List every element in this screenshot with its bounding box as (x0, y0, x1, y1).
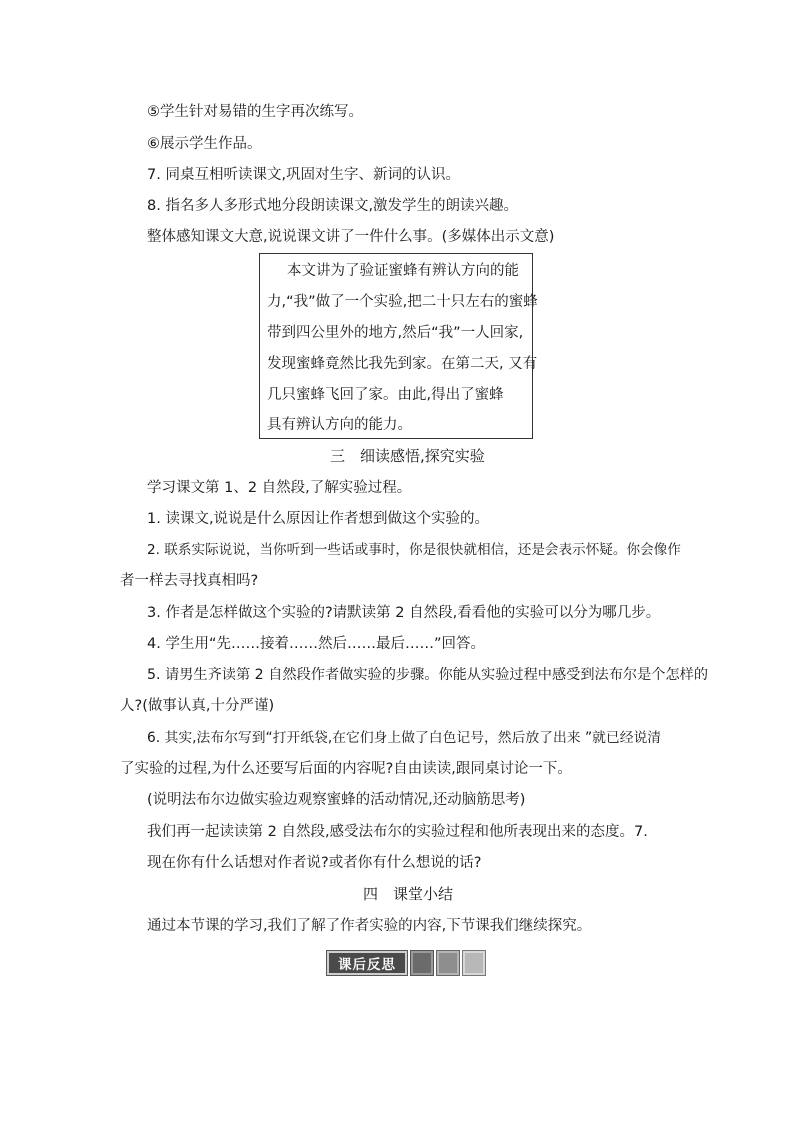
box-line: 几只蜜蜂飞回了家。由此,得出了蜜蜂 (267, 387, 504, 403)
text-line: 7. 同桌互相听读课文,巩固对生字、新词的认识。 (147, 167, 461, 183)
text-line: 我们再一起读读第 2 自然段,感受法布尔的实验过程和他所表现出来的态度。7. (147, 824, 648, 840)
box-line: 带到四公里外的地方,然后“我”一人回家, (267, 325, 524, 341)
text-line: ⑤学生针对易错的生字再次练写。 (147, 104, 363, 120)
text-line: 6. 其实,法布尔写到“打开纸袋,在它们身上做了白色记号，然后放了出来 ”就已经说清 (147, 730, 662, 746)
box-line: 具有辨认方向的能力。 (267, 417, 412, 433)
banner-square (437, 951, 459, 975)
box-line: 本文讲为了验证蜜蜂有辨认方向的能 (287, 263, 519, 279)
text-line: 人?(做事认真,十分严谨) (120, 698, 275, 714)
text-line: 1. 读课文,说说是什么原因让作者想到做这个实验的。 (147, 511, 490, 527)
text-line: 4. 学生用“先……接着……然后……最后……”回答。 (147, 636, 485, 652)
text-line: 通过本节课的学习,我们了解了作者实验的内容,下节课我们继续探究。 (147, 918, 592, 934)
text-line: 2. 联系实际说说，当你听到一些话或事时，你是很快就相信，还是会表示怀疑。你会像作 (147, 542, 681, 558)
section-heading: 四 课堂小结 (363, 885, 454, 903)
section-heading: 三 细读感悟,探究实验 (330, 447, 485, 465)
summary-box (259, 253, 538, 439)
text-line: 整体感知课文大意,说说课文讲了一件什么事。(多媒体出示文意) (147, 229, 555, 245)
banner-label: 课后反思 (327, 951, 407, 975)
text-line: 了实验的过程,为什么还要写后面的内容呢?自由读读,跟同桌讨论一下。 (120, 761, 572, 777)
text-line: 3. 作者是怎样做这个实验的?请默读第 2 自然段,看看他的实验可以分为哪几步。 (147, 605, 661, 621)
banner-square (463, 951, 485, 975)
banner-square (411, 951, 433, 975)
box-line: 发现蜜蜂竟然比我先到家。在第二天, 又有 (267, 356, 538, 372)
text-line: 8. 指名多人多形式地分段朗读课文,激发学生的朗读兴趣。 (147, 198, 519, 214)
text-line: 者一样去寻找真相吗? (120, 573, 259, 589)
text-line: 学习课文第 1、2 自然段,了解实验过程。 (147, 480, 412, 496)
text-line: ⑥展示学生作品。 (147, 136, 262, 152)
box-line: 力,“我”做了一个实验,把二十只左右的蜜蜂 (267, 294, 538, 310)
text-line: (说明法布尔边做实验边观察蜜蜂的活动情况,还动脑筋思考) (147, 792, 526, 808)
text-line: 现在你有什么话想对作者说?或者你有什么想说的话? (147, 855, 482, 871)
reflection-banner (327, 951, 485, 975)
text-line: 5. 请男生齐读第 2 自然段作者做实验的步骤。你能从实验过程中感受到法布尔是个怎样的 (147, 667, 709, 683)
